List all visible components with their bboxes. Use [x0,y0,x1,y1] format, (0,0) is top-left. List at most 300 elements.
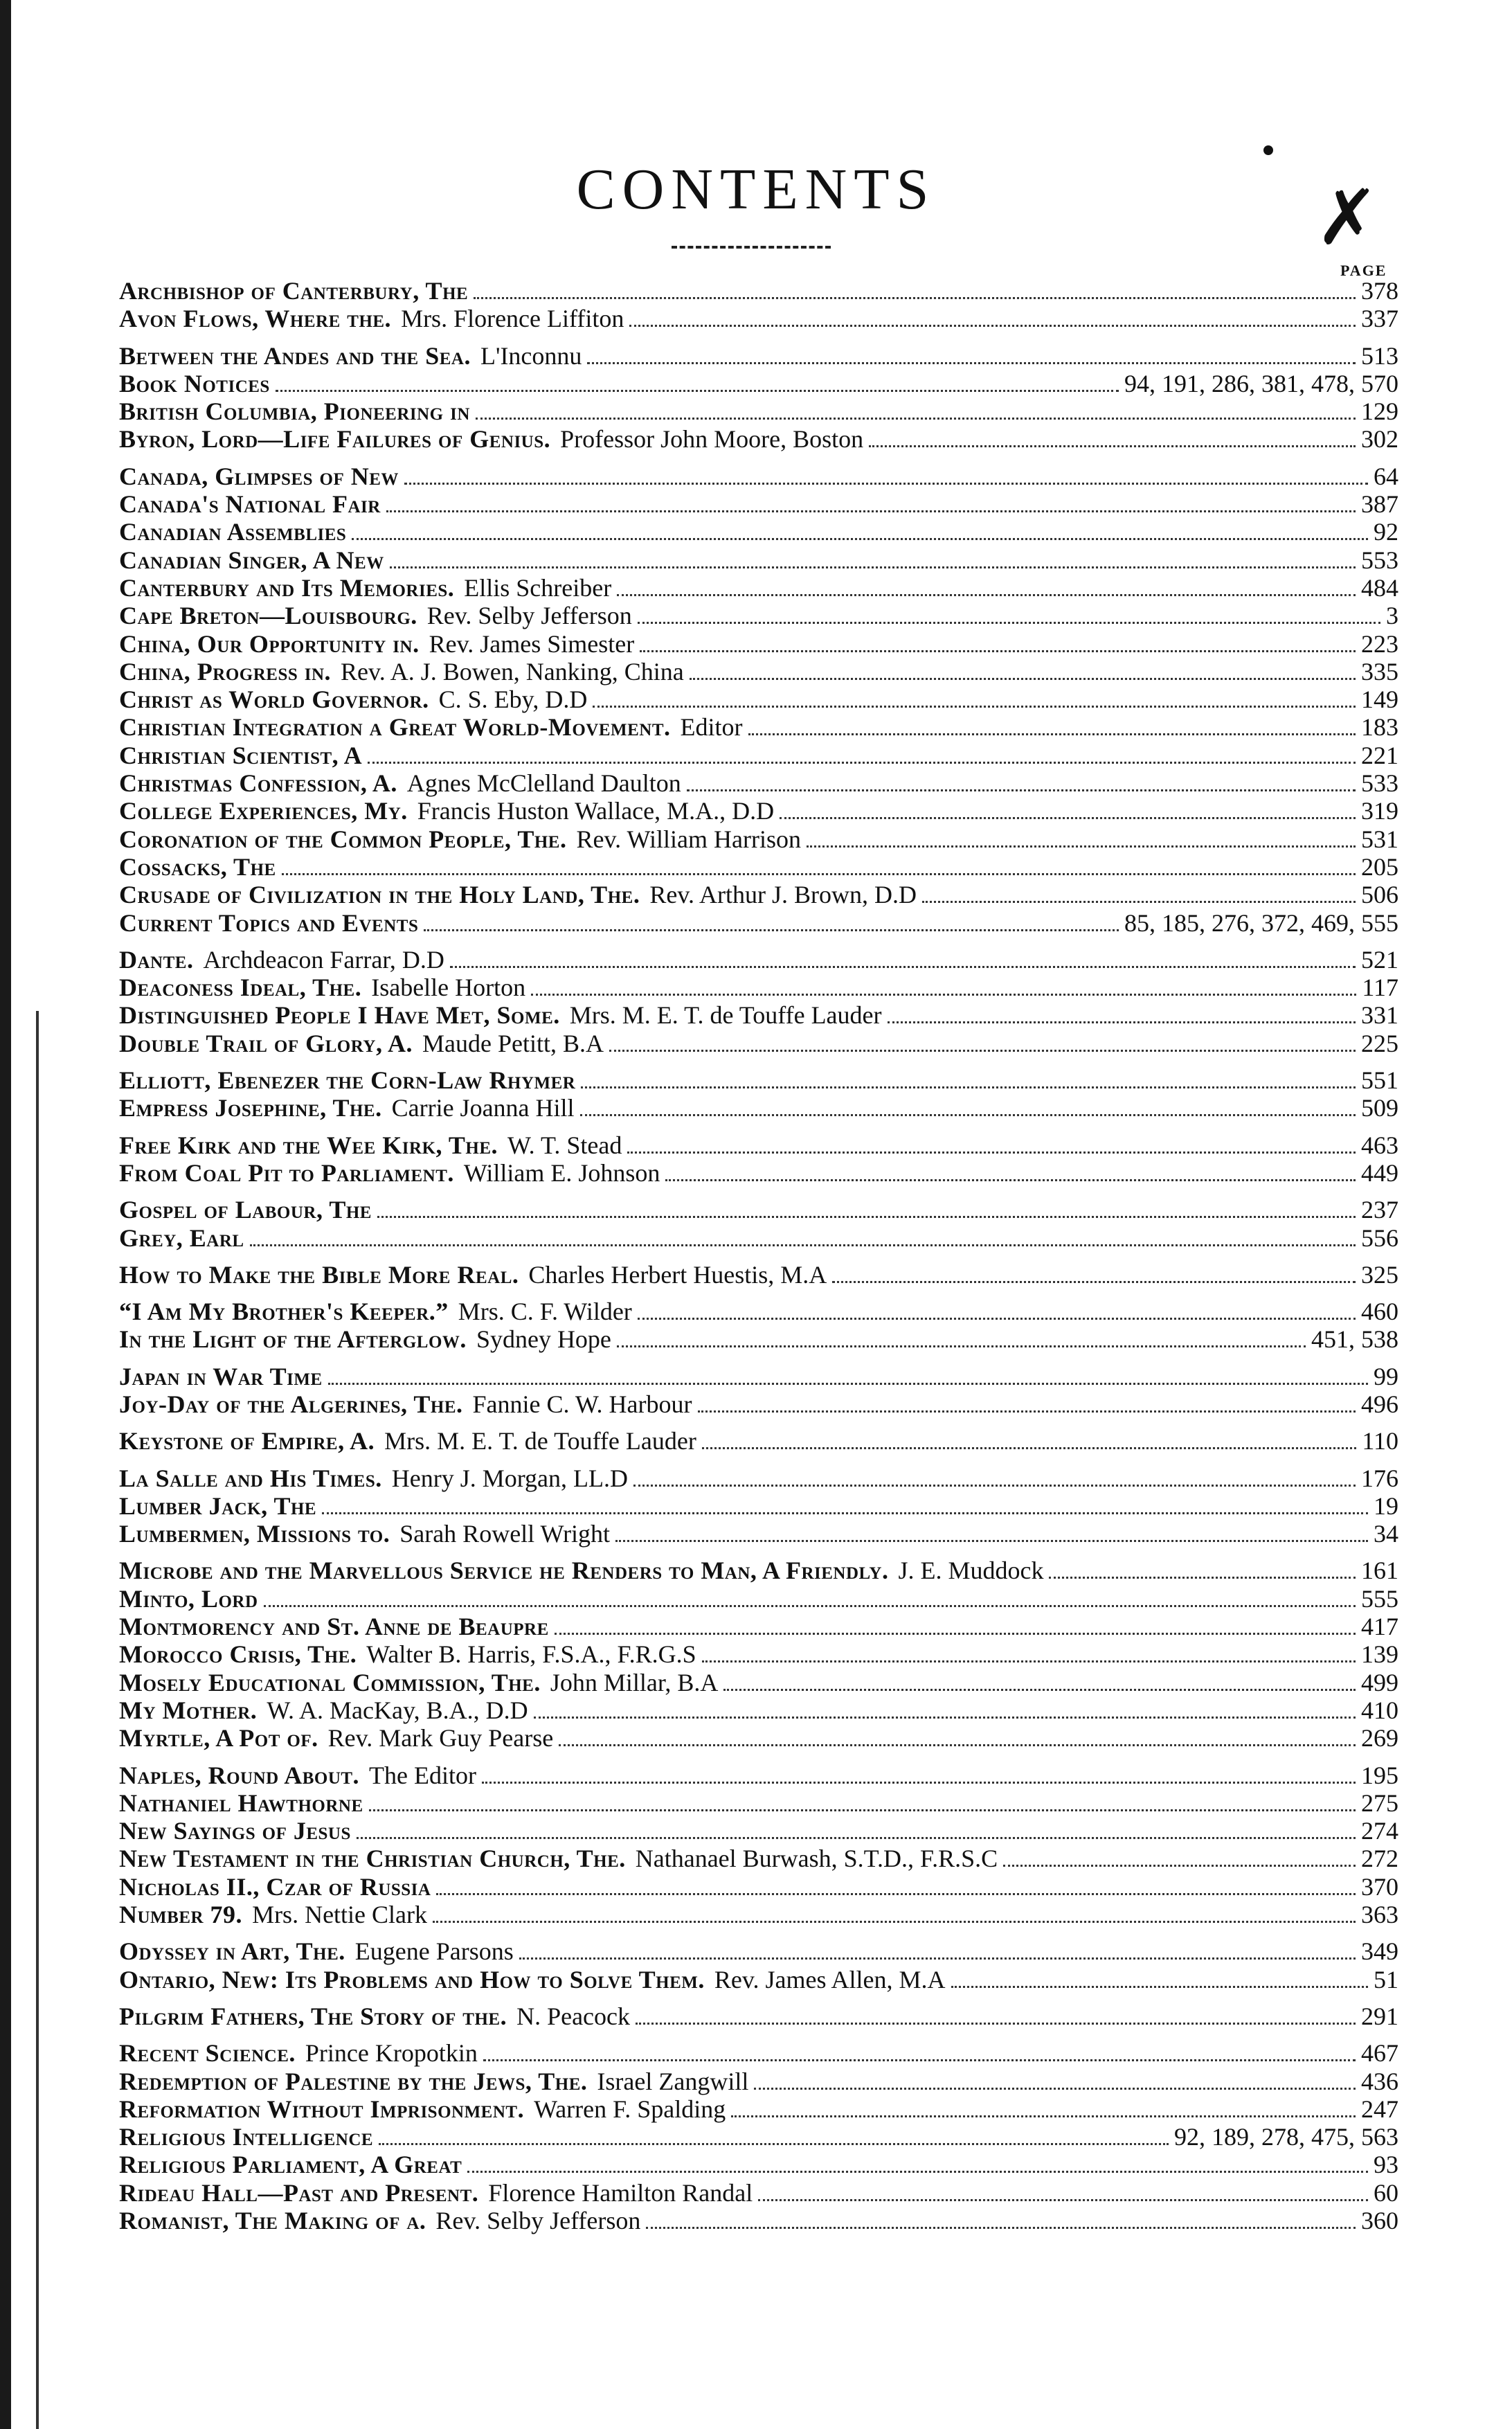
dot-leader [404,483,1368,485]
dot-leader [807,845,1356,848]
entry-author: John Millar, B.A [550,1668,719,1696]
toc-entry [119,1762,1398,1789]
entry-title: New Sayings of Jesus [119,1817,351,1845]
entry-pages: 302 [1361,425,1398,454]
toc-entry [119,602,1398,629]
entry-author: Rev. James Simester [429,629,635,658]
dot-leader [615,1540,1368,1542]
entry-title: Recent Science. [119,2039,296,2068]
entry-author: Rev. Mark Guy Pearse [327,1724,554,1753]
dot-leader [322,1512,1368,1514]
entry-title: Christ as World Governor. [119,685,429,714]
entry-pages: 319 [1361,797,1398,825]
entry-title: Christian Scientist, A [119,741,363,769]
dot-leader [581,1086,1356,1088]
entry-title: Romanist, The Making of a. [119,2207,426,2234]
entry-title: Odyssey in Art, The. [119,1937,345,1966]
dot-leader [587,362,1356,364]
toc-entry [119,490,1398,518]
entry-pages: 110 [1362,1427,1398,1455]
entry-pages: 551 [1361,1066,1398,1095]
entry-pages: 92, 189, 278, 475, 563 [1174,2123,1398,2151]
entry-author: Archdeacon Farrar, D.D [203,945,444,974]
entry-pages: 370 [1361,1872,1398,1901]
entry-title: Religious Parliament, A Great [119,2151,462,2179]
entry-author: Mrs. M. E. T. de Touffe Lauder [384,1427,696,1455]
toc-entry [119,2039,1398,2067]
entry-title: Ontario, New: Its Problems and How to Solve Them. [119,1965,705,1993]
dot-leader [698,1410,1356,1413]
entry-title: Canada, Glimpses of New [119,462,399,490]
entry-author: Sarah Rowell Wright [399,1520,611,1548]
entry-pages: 460 [1361,1298,1398,1326]
toc-entry [119,2095,1398,2123]
entry-author: Nathanael Burwash, S.T.D., F.R.S.C [635,1845,998,1873]
dot-leader [951,1986,1369,1988]
ink-dot [1263,145,1273,155]
entry-pages: 513 [1361,341,1398,370]
toc-entry [119,397,1398,425]
entry-title: Pilgrim Fathers, The Story of the. [119,2002,507,2030]
entry-title: Number 79. [119,1901,243,1929]
toc-entry [119,2068,1398,2095]
entry-pages: 117 [1362,974,1398,1002]
dot-leader [665,1179,1356,1181]
entry-author: Walter B. Harris, F.S.A., F.R.G.S [366,1640,696,1669]
dot-leader [617,1345,1306,1347]
toc-entry [119,825,1398,853]
title-rule [672,246,831,249]
toc-entry [119,1094,1398,1122]
entry-title: Joy-Day of the Algerines, The. [119,1390,463,1418]
dot-leader [636,2023,1356,2025]
dot-leader [780,817,1356,819]
entry-pages: 161 [1361,1557,1398,1585]
entry-author: Eugene Parsons [354,1937,514,1966]
entry-pages: 436 [1361,2067,1398,2095]
toc-entry [119,1724,1398,1752]
entry-author: Rev. Selby Jefferson [426,602,632,630]
dot-leader [633,1485,1356,1487]
entry-title: Canterbury and Its Memories. [119,573,455,602]
dot-leader [519,1957,1356,1960]
entry-author: Fannie C. W. Harbour [472,1390,692,1418]
toc-entry [119,853,1398,881]
entry-pages: 521 [1361,945,1398,974]
entry-author: William E. Johnson [463,1158,660,1187]
entry-title: Nicholas II., Czar of Russia [119,1872,431,1901]
toc-entry [119,2179,1398,2207]
toc-entry [119,1640,1398,1668]
dot-leader [424,929,1119,931]
entry-title: Canada's National Fair [119,490,381,519]
dot-leader [593,706,1356,708]
toc-entry [119,1492,1398,1520]
entry-title: Japan in War Time [119,1362,323,1390]
entry-pages: 378 [1361,277,1398,305]
entry-author: W. T. Stead [507,1131,622,1159]
dot-leader [888,1021,1356,1023]
dot-leader [467,2171,1368,2173]
entry-title: Nathaniel Hawthorne [119,1789,363,1817]
entry-pages: 449 [1361,1158,1398,1187]
toc-entry [119,1937,1398,1965]
entry-author: Isabelle Horton [371,974,526,1002]
entry-pages: 272 [1361,1845,1398,1873]
entry-pages: 176 [1361,1464,1398,1492]
entry-pages: 506 [1361,881,1398,909]
entry-title: Cape Breton—Louisbourg. [119,602,417,630]
toc-entry [119,574,1398,602]
dot-leader [474,297,1356,299]
entry-author: Warren F. Spalding [534,2095,726,2123]
dot-leader [386,510,1356,512]
toc-entry [119,1001,1398,1029]
dot-leader [328,1383,1368,1385]
entry-pages: 99 [1374,1362,1398,1390]
toc-entry [119,1261,1398,1289]
entry-pages: 247 [1361,2095,1398,2123]
entry-author: Agnes McClelland Daulton [406,769,681,798]
toc-entry [119,630,1398,658]
entry-author: Francis Huston Wallace, M.A., D.D [417,797,775,825]
entry-pages: 34 [1374,1520,1398,1548]
entry-pages: 94, 191, 286, 381, 478, 570 [1124,369,1398,397]
entry-title: Cossacks, The [119,852,276,881]
entry-title: Crusade of Civilization in the Holy Land, The. [119,881,640,909]
toc-entry [119,1224,1398,1252]
entry-title: Canadian Assemblies [119,518,347,546]
toc-entry [119,1066,1398,1094]
entry-title: China, Our Opportunity in. [119,629,420,658]
dot-leader [646,2227,1356,2229]
entry-author: Prince Kropotkin [305,2039,478,2068]
toc-entry [119,1427,1398,1455]
entry-title: Between the Andes and the Sea. [119,341,471,370]
toc-entry [119,946,1398,974]
entry-title: Empress Josephine, The. [119,1094,382,1122]
entry-pages: 60 [1374,2178,1398,2207]
entry-pages: 85, 185, 276, 372, 469, 555 [1124,908,1398,937]
entry-pages: 463 [1361,1131,1398,1159]
entry-pages: 92 [1374,518,1398,546]
dot-leader [282,873,1356,875]
entry-title: China, Progress in. [119,657,332,685]
dot-leader [580,1114,1356,1116]
toc-entry [119,797,1398,825]
toc-entry [119,370,1398,397]
entry-title: Avon Flows, Where the. [119,305,392,333]
entry-pages: 195 [1361,1761,1398,1789]
entry-pages: 64 [1374,462,1398,490]
toc-entry [119,769,1398,797]
toc-entry [119,1363,1398,1390]
entry-title: From Coal Pit to Parliament. [119,1158,454,1187]
entry-title: Montmorency and St. Anne de Beaupre [119,1613,549,1641]
entry-pages: 223 [1361,629,1398,658]
entry-pages: 3 [1386,602,1398,630]
toc-entry [119,1613,1398,1640]
toc-entry [119,2207,1398,2234]
dot-leader [702,1447,1356,1449]
entry-title: Religious Intelligence [119,2123,374,2151]
entry-pages: 509 [1361,1094,1398,1122]
dot-leader [357,1837,1356,1839]
dot-leader [702,1660,1356,1662]
dot-leader [482,1782,1356,1784]
entry-pages: 19 [1374,1491,1398,1520]
dot-leader [723,1689,1356,1691]
dot-leader [433,1921,1356,1923]
entry-title: La Salle and His Times. [119,1464,382,1492]
entry-pages: 335 [1361,657,1398,685]
entry-title: Rideau Hall—Past and Present. [119,2178,479,2207]
dot-leader [483,2059,1356,2061]
dot-leader [640,650,1356,652]
entry-title: Redemption of Palestine by the Jews, The. [119,2067,588,2095]
entry-title: Christian Integration a Great World-Movement. [119,713,671,742]
toc-entry [119,1325,1398,1353]
entry-author: Rev. James Allen, M.A [714,1965,946,1993]
binding-shadow [36,1011,39,2429]
dot-leader [627,1151,1356,1154]
entry-author: N. Peacock [516,2002,631,2030]
entry-title: In the Light of the Afterglow. [119,1325,467,1354]
toc-entry [119,546,1398,574]
entry-pages: 556 [1361,1224,1398,1252]
toc-entry [119,658,1398,685]
toc-entry [119,685,1398,713]
entry-title: College Experiences, My. [119,797,408,825]
dot-leader [638,622,1380,624]
toc-entry [119,1817,1398,1845]
entry-title: My Mother. [119,1696,258,1724]
page-title: CONTENTS [576,157,936,222]
dot-leader [352,538,1368,540]
entry-title: Lumbermen, Missions to. [119,1520,390,1548]
entry-title: Coronation of the Common People, The. [119,825,567,853]
entry-pages: 205 [1361,852,1398,881]
entry-author: The Editor [369,1761,476,1789]
entry-pages: 275 [1361,1789,1398,1817]
entry-author: Sydney Hope [476,1325,611,1354]
dot-leader [629,325,1356,327]
entry-title: Lumber Jack, The [119,1491,317,1520]
entry-title: Keystone of Empire, A. [119,1427,375,1455]
dot-leader [555,1633,1356,1635]
page-column-header: PAGE [1340,262,1387,279]
entry-pages: 360 [1361,2207,1398,2234]
entry-pages: 51 [1374,1965,1398,1993]
entry-title: Myrtle, A Pot of. [119,1724,318,1753]
entry-pages: 183 [1361,713,1398,742]
entry-pages: 331 [1361,1001,1398,1030]
toc-entry [119,2123,1398,2151]
entry-title: New Testament in the Christian Church, The. [119,1845,626,1873]
dot-leader [638,1318,1356,1320]
entry-pages: 225 [1361,1029,1398,1057]
toc-entry [119,2002,1398,2030]
entry-title: Gospel of Labour, The [119,1196,372,1224]
toc-entry [119,1159,1398,1187]
entry-author: Carrie Joanna Hill [391,1094,575,1122]
entry-pages: 451, 538 [1311,1325,1398,1354]
dot-leader [1049,1577,1356,1579]
entry-pages: 237 [1361,1196,1398,1224]
dot-leader [476,418,1356,420]
entry-pages: 325 [1361,1260,1398,1289]
dot-leader [1003,1865,1356,1867]
entry-author: Rev. A. J. Bowen, Nanking, China [341,657,684,685]
toc-entry [119,881,1398,908]
entry-title: Archbishop of Canterbury, The [119,277,469,305]
entry-author: Maude Petitt, B.A [422,1029,604,1057]
entry-pages: 387 [1361,490,1398,519]
toc-entry [119,518,1398,546]
entry-pages: 149 [1361,685,1398,714]
dot-leader [832,1281,1356,1283]
entry-pages: 139 [1361,1640,1398,1669]
dot-leader [687,789,1356,791]
entry-pages: 363 [1361,1901,1398,1929]
entry-author: C. S. Eby, D.D [438,685,588,714]
entry-author: Professor John Moore, Boston [560,425,864,454]
entry-title: Naples, Round About. [119,1761,360,1789]
entry-title: Christmas Confession, A. [119,769,397,798]
dot-leader [754,2088,1356,2090]
entry-author: Rev. William Harrison [576,825,801,853]
entry-pages: 499 [1361,1668,1398,1696]
dot-leader [369,1809,1356,1811]
entry-title: Byron, Lord—Life Failures of Genius. [119,425,551,454]
toc-entry [119,305,1398,332]
entry-title: Dante. [119,945,194,974]
entry-title: Microbe and the Marvellous Service he Renders to Man, A Friendly. [119,1557,889,1585]
dot-leader [450,966,1356,968]
entry-title: Distinguished People I Have Met, Some. [119,1001,560,1030]
toc-entry [119,425,1398,453]
entry-pages: 269 [1361,1724,1398,1753]
toc-entry [119,1196,1398,1224]
entry-pages: 93 [1374,2151,1398,2179]
entry-title: Mosely Educational Commission, The. [119,1668,541,1696]
entry-author: Mrs. Nettie Clark [252,1901,428,1929]
dot-leader [869,445,1356,447]
entry-title: Deaconess Ideal, The. [119,974,362,1002]
entry-author: Mrs. M. E. T. de Touffe Lauder [569,1001,882,1030]
dot-leader [609,1050,1356,1052]
entry-author: L'Inconnu [480,341,582,370]
entry-pages: 221 [1361,741,1398,769]
entry-pages: 496 [1361,1390,1398,1418]
dot-leader [436,1893,1356,1895]
entry-pages: 555 [1361,1584,1398,1613]
entry-title: Free Kirk and the Wee Kirk, The. [119,1131,498,1159]
dot-leader [559,1744,1356,1746]
toc-entry [119,1845,1398,1872]
dot-leader [731,2115,1356,2117]
entry-title: How to Make the Bible More Real. [119,1260,519,1289]
toc-entry [119,277,1398,305]
entry-author: Charles Herbert Huestis, M.A [528,1260,827,1289]
toc-entry [119,713,1398,741]
dot-leader [690,678,1356,680]
toc-entry [119,1131,1398,1159]
entry-pages: 410 [1361,1696,1398,1724]
toc-entry [119,342,1398,370]
entry-author: Henry J. Morgan, LL.D [391,1464,629,1492]
entry-title: Grey, Earl [119,1224,244,1252]
entry-pages: 291 [1361,2002,1398,2030]
toc-entry [119,1669,1398,1696]
toc-entry [119,1789,1398,1817]
toc-entry [119,1873,1398,1901]
toc-entry [119,1901,1398,1928]
toc-entry [119,742,1398,769]
entry-pages: 337 [1361,305,1398,333]
entry-title: British Columbia, Pioneering in [119,397,470,426]
toc-entry [119,463,1398,490]
dot-leader [617,594,1356,596]
entry-author: Mrs. C. F. Wilder [458,1298,632,1326]
handwritten-mark: ✗ [1315,173,1380,262]
entry-title: Book Notices [119,369,270,397]
dot-leader [368,762,1356,764]
entry-pages: 533 [1361,769,1398,798]
entry-title: Minto, Lord [119,1584,258,1613]
entry-pages: 349 [1361,1937,1398,1966]
entry-title: Elliott, Ebenezer the Corn-Law Rhymer [119,1066,576,1095]
dot-leader [377,1216,1356,1218]
contents-list [119,277,1398,2234]
entry-title: Morocco Crisis, The. [119,1640,357,1669]
entry-pages: 553 [1361,546,1398,574]
toc-entry [119,1585,1398,1613]
entry-author: Rev. Selby Jefferson [435,2207,641,2234]
entry-author: Israel Zangwill [597,2067,749,2095]
toc-entry [119,1696,1398,1724]
dot-leader [276,390,1119,392]
entry-pages: 467 [1361,2039,1398,2068]
dot-leader [922,901,1356,903]
toc-entry [119,974,1398,1001]
entry-title: Double Trail of Glory, A. [119,1029,413,1057]
dot-leader [531,994,1356,996]
entry-author: Ellis Schreiber [464,573,612,602]
entry-author: Rev. Arthur J. Brown, D.D [649,881,917,909]
toc-entry [119,1464,1398,1492]
dot-leader [748,733,1356,735]
dot-leader [379,2143,1169,2145]
dot-leader [758,2199,1368,2201]
entry-title: Reformation Without Imprisonment. [119,2095,525,2123]
toc-entry [119,1557,1398,1584]
entry-author: Mrs. Florence Liffiton [401,305,624,333]
dot-leader [534,1717,1356,1719]
entry-author: J. E. Muddock [898,1557,1044,1585]
entry-title: “I Am My Brother's Keeper.” [119,1298,449,1326]
entry-title: Canadian Singer, A New [119,546,384,574]
entry-pages: 129 [1361,397,1398,426]
entry-pages: 531 [1361,825,1398,853]
entry-author: W. A. MacKay, B.A., D.D [267,1696,528,1724]
entry-author: Editor [680,713,743,742]
toc-entry [119,1030,1398,1057]
entry-pages: 274 [1361,1817,1398,1845]
toc-entry [119,1520,1398,1548]
dot-leader [390,566,1356,568]
entry-title: Current Topics and Events [119,908,419,937]
